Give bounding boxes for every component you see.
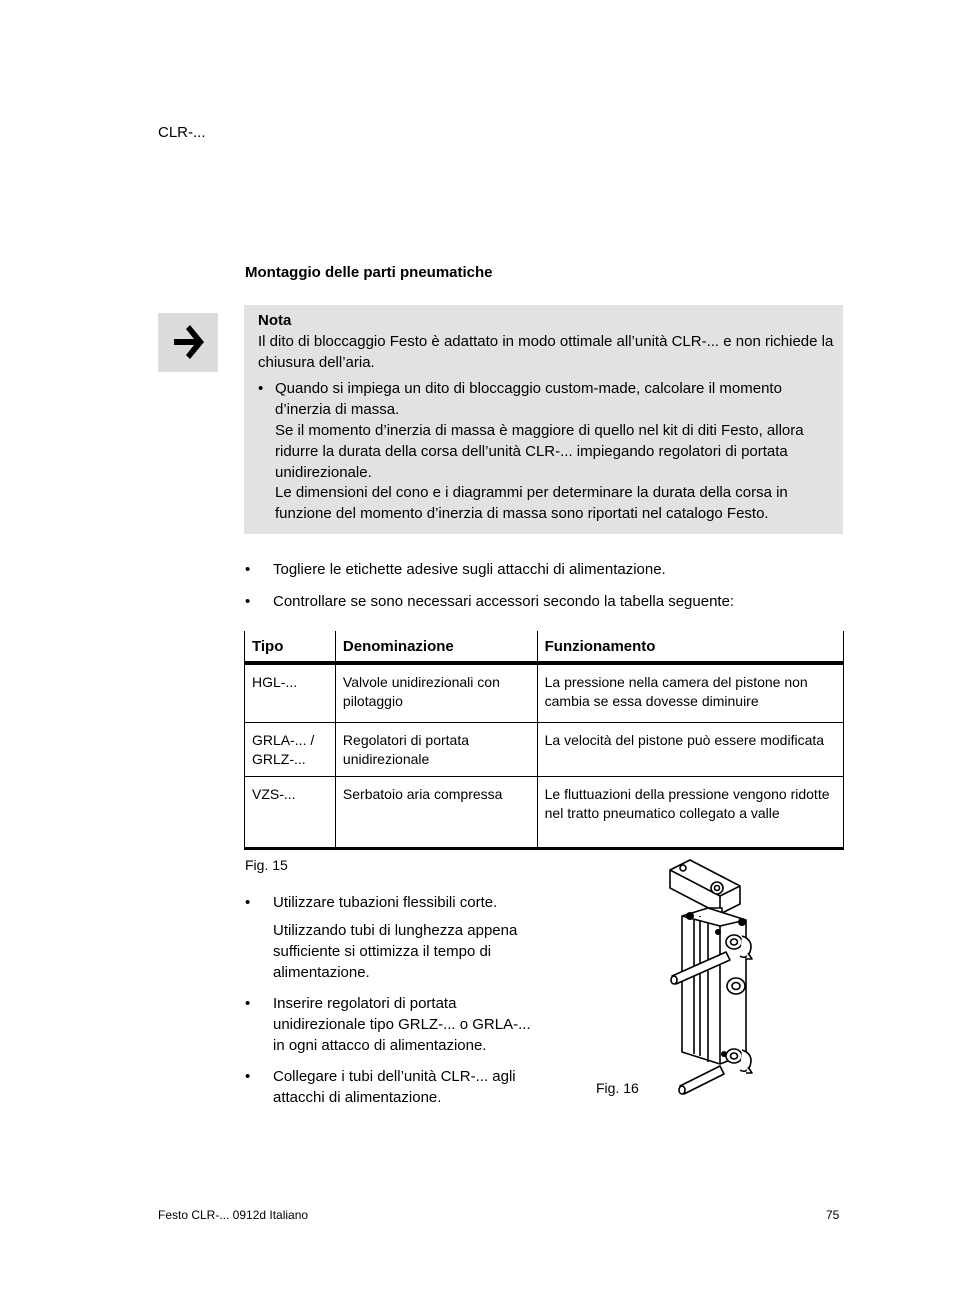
- list-item: [245, 892, 545, 983]
- table-cell: Regolatori di portata unidirezionale: [335, 723, 537, 777]
- table-cell: La velocità del pistone può essere modificata: [537, 723, 843, 777]
- step-list-1: [245, 559, 843, 612]
- step-short-tubes: Utilizzare tubazioni flessibili corte.: [273, 894, 498, 911]
- col-header-tipo: Tipo: [245, 631, 336, 663]
- bullet-marker: •: [245, 1068, 251, 1085]
- note-title: Nota: [258, 312, 292, 329]
- table-row: [245, 723, 844, 777]
- bullet-marker: •: [245, 995, 251, 1012]
- list-item: [245, 591, 843, 612]
- step-short-tubes-detail: Utilizzando tubi di lunghezza appena sufficiente si ottimizza il tempo di alimentazione.: [273, 922, 518, 981]
- note-arrow-box: [158, 313, 218, 372]
- table-cell: HGL-...: [245, 663, 336, 723]
- table-row: [245, 777, 844, 849]
- arrow-right-icon: [172, 322, 206, 362]
- list-item: [245, 1066, 545, 1108]
- table-cell: Valvole unidirezionali con pilotaggio: [335, 663, 537, 723]
- bullet-marker: •: [245, 593, 251, 610]
- header-model: CLR-...: [158, 124, 206, 141]
- table-cell: VZS-...: [245, 777, 336, 849]
- step-insert-regulators: Inserire regolatori di portata unidirezionale tipo GRLZ-... o GRLA-... in ogni attacco di alimentazione.: [273, 995, 531, 1054]
- footer-text: Festo CLR-... 0912d Italiano: [158, 1208, 309, 1222]
- note-bullet-p1: Quando si impiega un dito di bloccaggio custom-made, calcolare il momento d’inerzia di massa.: [275, 380, 782, 419]
- note-bullet-p3: Le dimensioni del cono e i diagrammi per determinare la durata della corsa in funzione del momento d’inerzia di massa sono riportati nel catalogo Festo.: [275, 484, 788, 523]
- step-check-accessories: Controllare se sono necessari accessori secondo la tabella seguente:: [273, 593, 735, 610]
- note-text: Il dito di bloccaggio Festo è adattato in modo ottimale all’unità CLR-... e non richiede la chiusura dell’aria.: [258, 332, 834, 371]
- table-cell: Le fluttuazioni della pressione vengono ridotte nel tratto pneumatico collegato a valle: [537, 777, 843, 849]
- accessories-table: [244, 631, 844, 850]
- cylinder-illustration: [650, 856, 785, 1102]
- step-connect-tubes: Collegare i tubi dell’unità CLR-... agli attacchi di alimentazione.: [273, 1068, 516, 1106]
- table-cell: La pressione nella camera del pistone non cambia se essa dovesse diminuire: [537, 663, 843, 723]
- table-cell: Serbatoio aria compressa: [335, 777, 537, 849]
- bullet-marker: •: [245, 894, 251, 911]
- section-title: Montaggio delle parti pneumatiche: [245, 264, 493, 281]
- col-header-funzionamento: Funzionamento: [537, 631, 843, 663]
- table-row: [245, 663, 844, 723]
- page-number: 75: [826, 1208, 840, 1222]
- col-header-denominazione: Denominazione: [335, 631, 537, 663]
- figure-caption-15: Fig. 15: [245, 857, 288, 873]
- bullet-marker: •: [258, 380, 264, 398]
- table-cell: GRLA-... / GRLZ-...: [245, 723, 336, 777]
- note-bullet-p2: Se il momento d’inerzia di massa è maggiore di quello nel kit di diti Festo, allora ridurre la durata della corsa dell’unità CLR-... impiegando regolatori di portata unidirezionale.: [275, 421, 804, 481]
- step-list-2: [245, 892, 545, 1108]
- list-item: [245, 559, 843, 580]
- list-item: [245, 993, 545, 1056]
- note-bullet: [258, 379, 836, 525]
- figure-caption-16: Fig. 16: [596, 1080, 639, 1096]
- note-box: [244, 305, 843, 534]
- table-header-row: [245, 631, 844, 663]
- step-remove-labels: Togliere le etichette adesive sugli attacchi di alimentazione.: [273, 561, 666, 578]
- bullet-marker: •: [245, 561, 251, 578]
